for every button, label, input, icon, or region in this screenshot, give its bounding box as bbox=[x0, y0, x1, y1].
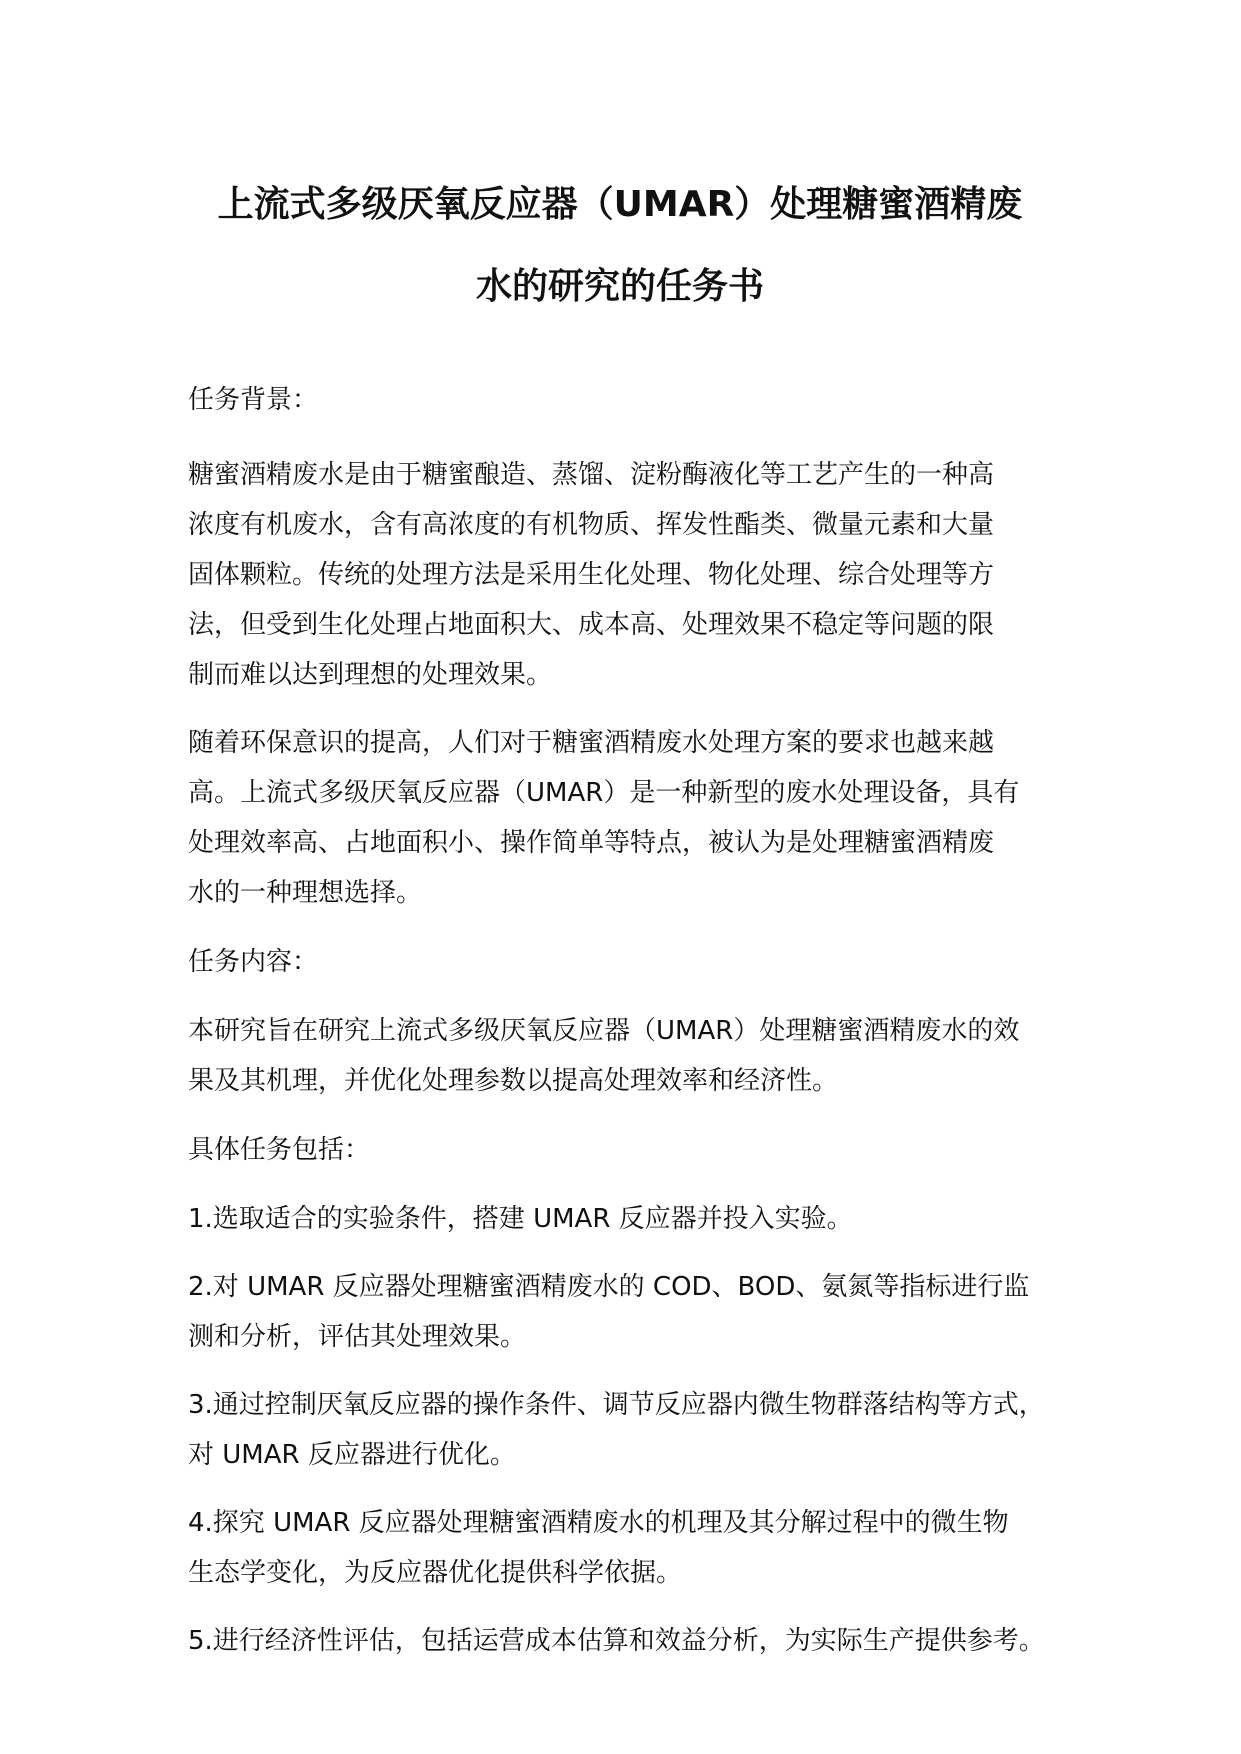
paragraph-line: 果及其机理，并优化处理参数以提高处理效率和经济性。 bbox=[188, 1066, 839, 1096]
paragraph-background-2 bbox=[188, 718, 1088, 918]
task-line: 4.探究 UMAR 反应器处理糖蜜酒精废水的机理及其分解过程中的微生物 bbox=[188, 1508, 1009, 1538]
paragraph-line: 高。上流式多级厌氧反应器（UMAR）是一种新型的废水处理设备，具有 bbox=[188, 778, 1020, 808]
document-title-line-1: 上流式多级厌氧反应器（UMAR）处理糖蜜酒精废 bbox=[217, 184, 1023, 225]
paragraph-line: 糖蜜酒精废水是由于糖蜜酿造、蒸馏、淀粉酶液化等工艺产生的一种高 bbox=[188, 460, 995, 490]
section-label-tasks: 具体任务包括： bbox=[188, 1135, 371, 1165]
paragraph-line: 本研究旨在研究上流式多级厌氧反应器（UMAR）处理糖蜜酒精废水的效 bbox=[188, 1016, 1020, 1046]
paragraph-line: 浓度有机废水，含有高浓度的有机物质、挥发性酯类、微量元素和大量 bbox=[188, 510, 995, 540]
task-line: 3.通过控制厌氧反应器的操作条件、调节反应器内微生物群落结构等方式， bbox=[188, 1390, 1045, 1420]
paragraph-line: 水的一种理想选择。 bbox=[188, 878, 423, 908]
task-line: 对 UMAR 反应器进行优化。 bbox=[188, 1440, 516, 1470]
task-line: 1.选取适合的实验条件，搭建 UMAR 反应器并投入实验。 bbox=[188, 1204, 853, 1234]
task-item-5 bbox=[188, 1616, 1088, 1666]
section-label-content: 任务内容： bbox=[188, 947, 319, 977]
paragraph-line: 随着环保意识的提高，人们对于糖蜜酒精废水处理方案的要求也越来越 bbox=[188, 728, 995, 758]
paragraph-line: 法，但受到生化处理占地面积大、成本高、处理效果不稳定等问题的限 bbox=[188, 610, 995, 640]
document-body bbox=[188, 380, 1088, 1666]
paragraph-line: 制而难以达到理想的处理效果。 bbox=[188, 660, 553, 690]
task-line: 生态学变化，为反应器优化提供科学依据。 bbox=[188, 1558, 683, 1588]
paragraph-content-1 bbox=[188, 1006, 1088, 1106]
task-line: 测和分析，评估其处理效果。 bbox=[188, 1322, 527, 1352]
section-label-background: 任务背景： bbox=[188, 385, 319, 415]
task-item-1 bbox=[188, 1194, 1088, 1244]
task-line: 5.进行经济性评估，包括运营成本估算和效益分析，为实际生产提供参考。 bbox=[188, 1626, 1045, 1656]
task-item-3 bbox=[188, 1380, 1088, 1480]
task-item-2 bbox=[188, 1262, 1088, 1362]
paragraph-line: 处理效率高、占地面积小、操作简单等特点，被认为是处理糖蜜酒精废 bbox=[188, 828, 995, 858]
task-item-4 bbox=[188, 1498, 1088, 1598]
paragraph-line: 固体颗粒。传统的处理方法是采用生化处理、物化处理、综合处理等方 bbox=[188, 560, 995, 590]
paragraph-background-1 bbox=[188, 450, 1088, 700]
document-title-line-2: 水的研究的任务书 bbox=[475, 266, 764, 307]
task-line: 2.对 UMAR 反应器处理糖蜜酒精废水的 COD、BOD、氨氮等指标进行监 bbox=[188, 1272, 1030, 1302]
